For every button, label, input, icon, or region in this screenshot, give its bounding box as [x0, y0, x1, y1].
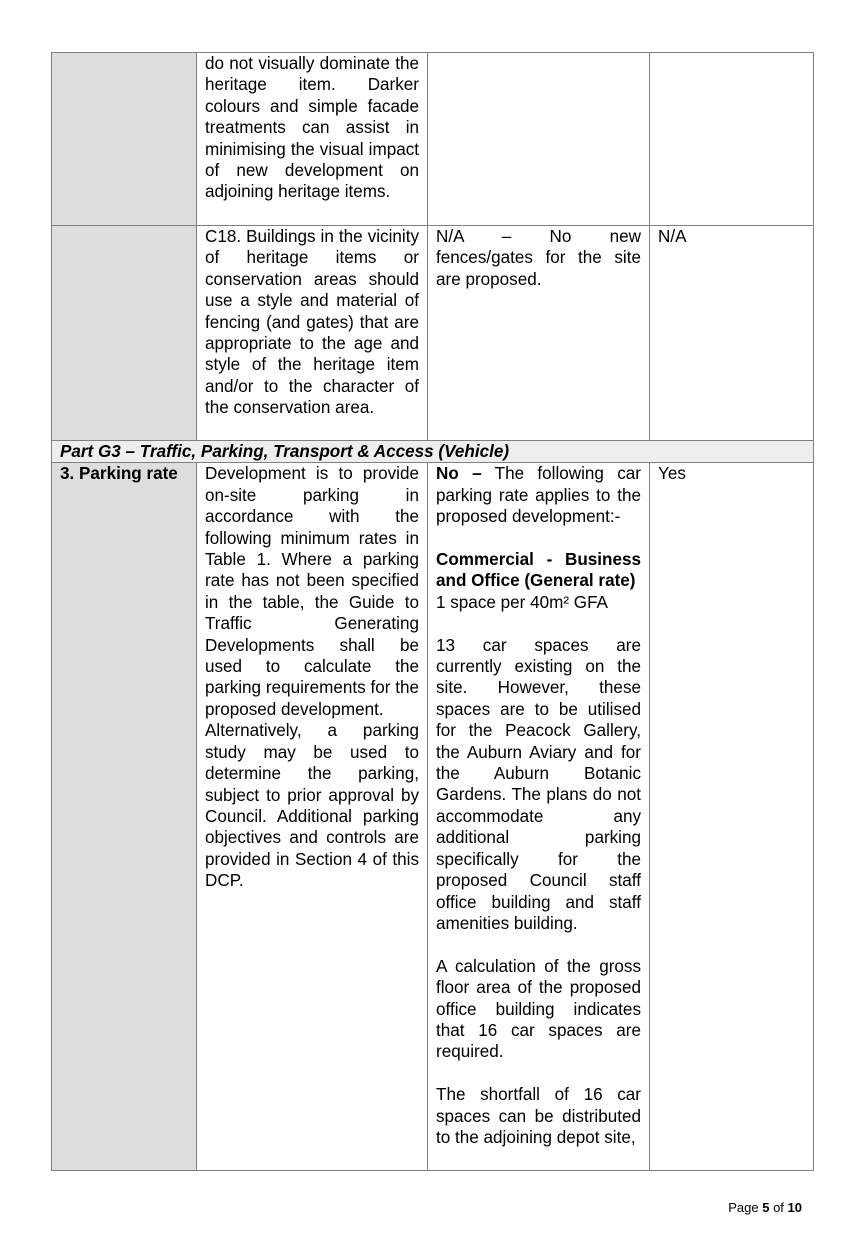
control-paragraph: Development is to provide on-site parking in accordance with the following minimum rates in Table 1. Where a parking rate has not been specified in the table, the Guide to Traffic Generating Developments shall be used to calculate the parking requirements for the proposed development.	[205, 464, 419, 719]
page-prefix: Page	[728, 1200, 763, 1215]
page-middle: of	[769, 1200, 788, 1215]
compliance-cell	[650, 226, 814, 441]
compliance-text: Yes	[658, 464, 686, 484]
paragraph-gap	[436, 613, 641, 634]
compliance-cell	[650, 463, 814, 1171]
assessment-cell	[428, 463, 650, 1171]
control-paragraph: Alternatively, a parking study may be used to determine the parking, subject to prior approval by Council. Additional parking objectives and controls are provided in Section 4 of this DCP.	[205, 721, 419, 891]
page-current: 5	[762, 1200, 770, 1215]
paragraph-gap	[436, 934, 641, 955]
table-row	[52, 53, 814, 226]
page-footer	[728, 1200, 802, 1215]
section-row	[52, 441, 814, 463]
assessment-paragraph: 13 car spaces are currently existing on the site. However, these spaces are to be utilised for the Peacock Gallery, the Auburn Aviary and for the Auburn Botanic Gardens. The plans do not accommodate any additional parking specifically for the proposed Council staff office building and staff amenities building.	[436, 635, 641, 933]
assessment-lead-text: The following car parking rate applies to the proposed development:-	[436, 464, 642, 527]
clause-cell	[52, 463, 197, 1171]
rate-heading: Commercial - Business and Office (General rate)	[436, 550, 641, 591]
control-text: C18. Buildings in the vicinity of heritage items or conservation areas should use a style and material of fencing (and gates) that are appropriate to the age and style of the heritage item and/or to the character of the conservation area.	[205, 227, 419, 418]
assessment-paragraph: A calculation of the gross floor area of the proposed office building indicates that 16 car spaces are required.	[436, 956, 641, 1062]
clause-cell	[52, 226, 197, 441]
page-total: 10	[787, 1200, 802, 1215]
assessment-paragraph	[436, 463, 641, 527]
clause-label: 3. Parking rate	[60, 464, 178, 484]
dcp-compliance-table	[51, 52, 814, 1171]
assessment-paragraph: The shortfall of 16 car spaces can be distributed to the adjoining depot site,	[436, 1085, 641, 1147]
table-row	[52, 463, 814, 1171]
control-text: do not visually dominate the heritage item. Darker colours and simple facade treatments can assist in minimising the visual impact of new development on adjoining heritage items.	[205, 54, 419, 202]
assessment-text: N/A – No new fences/gates for the site are proposed.	[436, 227, 641, 289]
compliance-text: N/A	[658, 227, 687, 246]
rate-value: 1 space per 40m² GFA	[436, 592, 608, 612]
paragraph-gap	[436, 1063, 641, 1084]
paragraph-gap	[436, 528, 641, 549]
control-cell	[197, 463, 428, 1171]
control-cell	[197, 226, 428, 441]
control-cell	[197, 53, 428, 226]
table-row	[52, 226, 814, 441]
assessment-verdict: No –	[436, 464, 482, 484]
compliance-cell	[650, 53, 814, 226]
clause-cell	[52, 53, 197, 226]
section-heading: Part G3 – Traffic, Parking, Transport & Access (Vehicle)	[52, 441, 814, 463]
assessment-cell	[428, 53, 650, 226]
assessment-cell	[428, 226, 650, 441]
